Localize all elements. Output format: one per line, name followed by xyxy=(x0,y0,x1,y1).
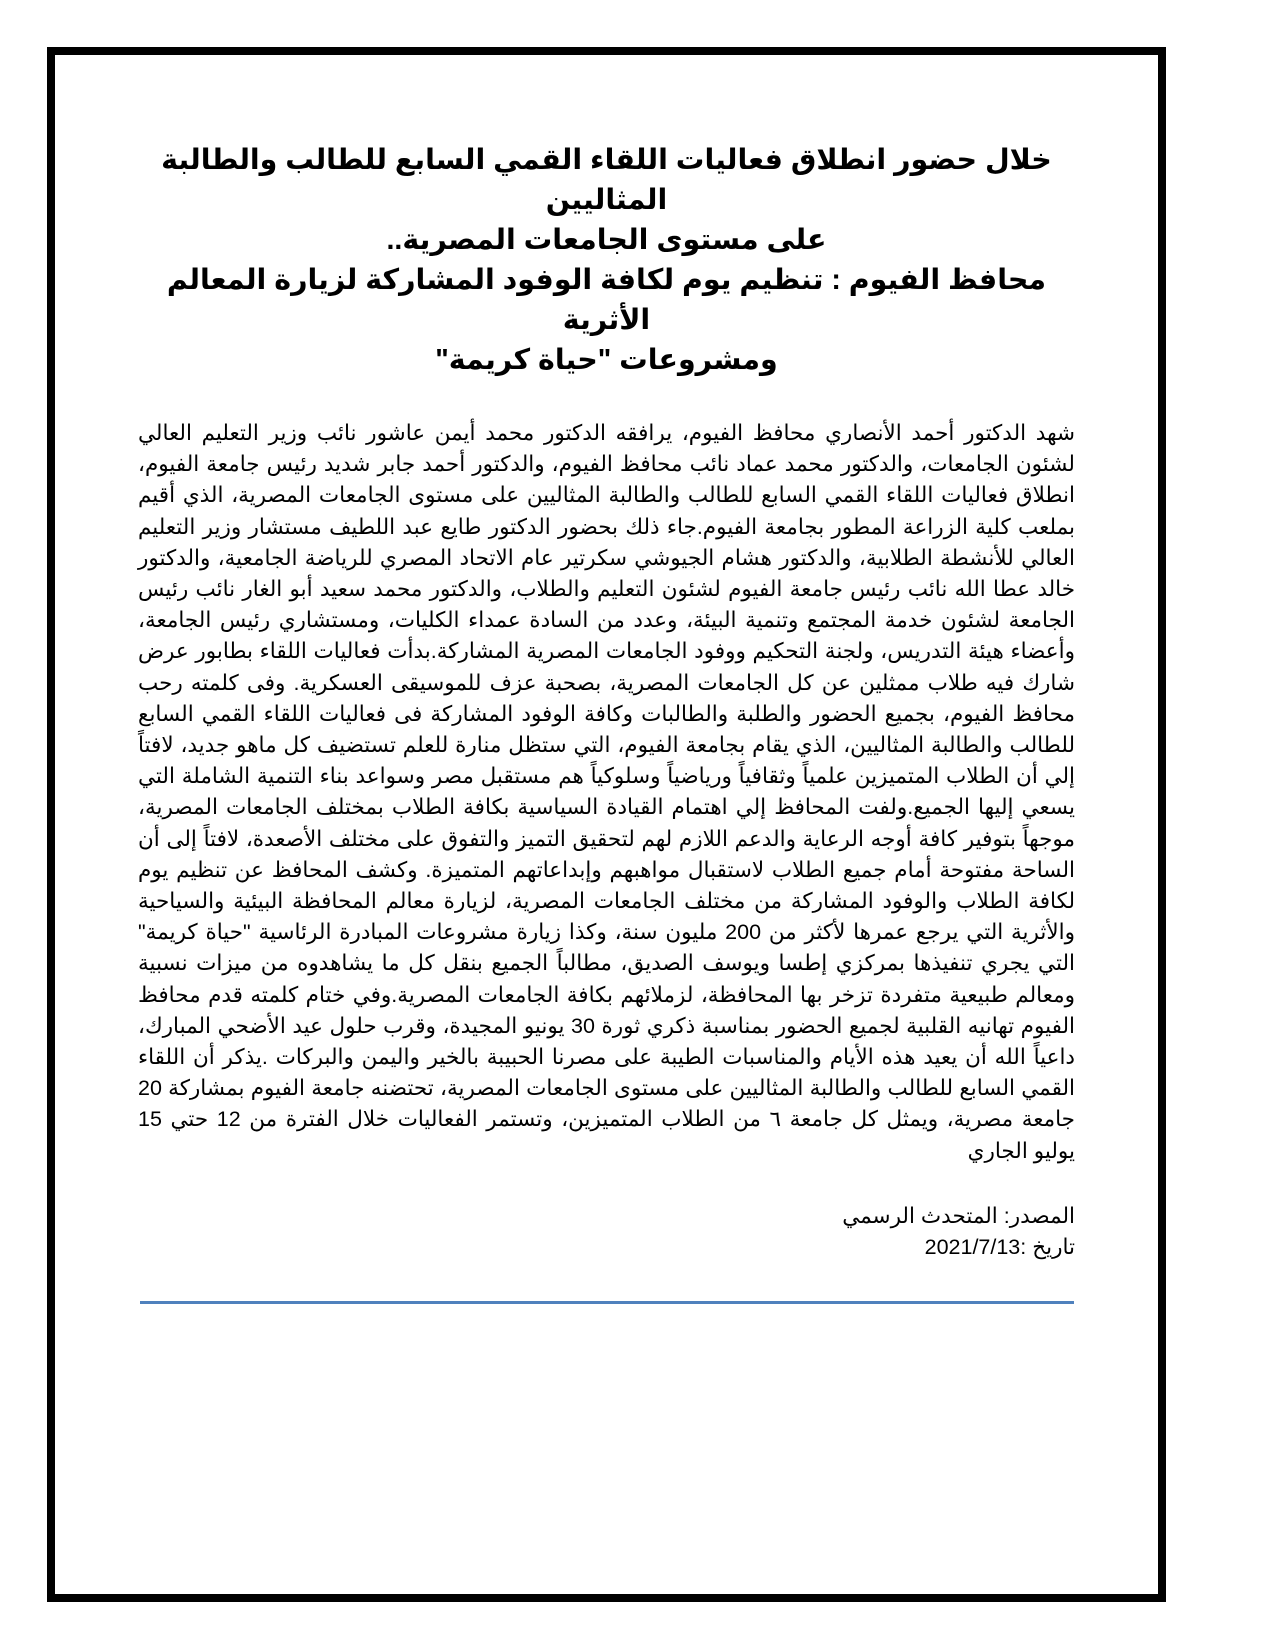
date-value: 2021/7/13 xyxy=(924,1234,1021,1259)
date-label: تاريخ : xyxy=(1020,1234,1075,1259)
article-body: شهد الدكتور أحمد الأنصاري محافظ الفيوم، يرافقه الدكتور محمد أيمن عاشور نائب وزير التعليم العالي لشئون الجامعات، والدكتور محمد عماد نائب محافظ الفيوم، والدكتور أحمد جابر شديد رئيس جامعة الفيوم، انطلاق فعاليات اللقاء القمي السابع للطالب والطالبة المثاليين على مستوى الجامعات المصرية، الذي أقيم بملعب كلية الزراعة المطور بجامعة الفيوم.جاء ذلك بحضور الدكتور طايع عبد اللطيف مستشار وزير التعليم العالي للأنشطة الطلابية، والدكتور هشام الجيوشي سكرتير عام الاتحاد المصري للرياضة الجامعية، والدكتور خالد عطا الله نائب رئيس جامعة الفيوم لشئون التعليم والطلاب، والدكتور محمد سعيد أبو الغار نائب رئيس الجامعة لشئون خدمة المجتمع وتنمية البيئة، وعدد من السادة عمداء الكليات، ومستشاري رئيس الجامعة، وأعضاء هيئة التدريس، ولجنة التحكيم ووفود الجامعات المصرية المشاركة.بدأت فعاليات اللقاء بطابور عرض شارك فيه طلاب ممثلين عن كل الجامعات المصرية، بصحبة عزف للموسيقى العسكرية. وفى كلمته رحب محافظ الفيوم، بجميع الحضور والطلبة والطالبات وكافة الوفود المشاركة فى فعاليات اللقاء القمي السابع للطالب والطالبة المثاليين، الذي يقام بجامعة الفيوم، التي ستظل منارة للعلم تستضيف كل ماهو جديد، لافتاً إلي أن الطلاب المتميزين علمياً وثقافياً ورياضياً وسلوكياً هم مستقبل مصر وسواعد بناء التنمية الشاملة التي يسعي إليها الجميع.ولفت المحافظ إلي اهتمام القيادة السياسية بكافة الطلاب بمختلف الجامعات المصرية، موجهاً بتوفير كافة أوجه الرعاية والدعم اللازم لهم لتحقيق التميز والتفوق على مختلف الأصعدة، لافتاً إلى أن الساحة مفتوحة أمام جميع الطلاب لاستقبال مواهبهم وإبداعاتهم المتميزة. وكشف المحافظ عن تنظيم يوم لكافة الطلاب والوفود المشاركة من مختلف الجامعات المصرية، لزيارة معالم المحافظة البيئية والسياحية والأثرية التي يرجع عمرها لأكثر من 200 مليون سنة، وكذا زيارة مشروعات المبادرة الرئاسية "حياة كريمة" التي يجري تنفيذها بمركزي إطسا ويوسف الصديق، مطالباً الجميع بنقل كل ما يشاهدوه من ميزات نسبية ومعالم طبيعية متفردة تزخر بها المحافظة، لزملائهم بكافة الجامعات المصرية.وفي ختام كلمته قدم محافظ الفيوم تهانيه القلبية لجميع الحضور بمناسبة ذكري ثورة 30 يونيو المجيدة، وقرب حلول عيد الأضحي المبارك، داعياً الله أن يعيد هذه الأيام والمناسبات الطيبة على مصرنا الحبيبة بالخير واليمن والبركات .يذكر أن اللقاء القمي السابع للطالب والطالبة المثاليين على مستوى الجامعات المصرية، تحتضنه جامعة الفيوم بمشاركة 20 جامعة مصرية، ويمثل كل جامعة ٦ من الطلاب المتميزين، وتستمر الفعاليات خلال الفترة من 12 حتي 15 يوليو الجاري xyxy=(138,421,1075,1163)
headline-line: على مستوى الجامعات المصرية.. xyxy=(386,224,827,256)
article-meta xyxy=(138,1201,1075,1263)
date-line xyxy=(138,1232,1075,1263)
headline-line: ومشروعات "حياة كريمة" xyxy=(435,344,778,376)
article xyxy=(138,140,1075,1263)
headline-line: محافظ الفيوم : تنظيم يوم لكافة الوفود المشاركة لزيارة المعالم الأثرية xyxy=(166,264,1047,336)
source-line: المصدر: المتحدث الرسمي xyxy=(842,1203,1075,1228)
footer-divider xyxy=(140,1301,1074,1304)
article-headline xyxy=(138,140,1075,380)
headline-line: خلال حضور انطلاق فعاليات اللقاء القمي السابع للطالب والطالبة المثاليين xyxy=(161,144,1052,216)
